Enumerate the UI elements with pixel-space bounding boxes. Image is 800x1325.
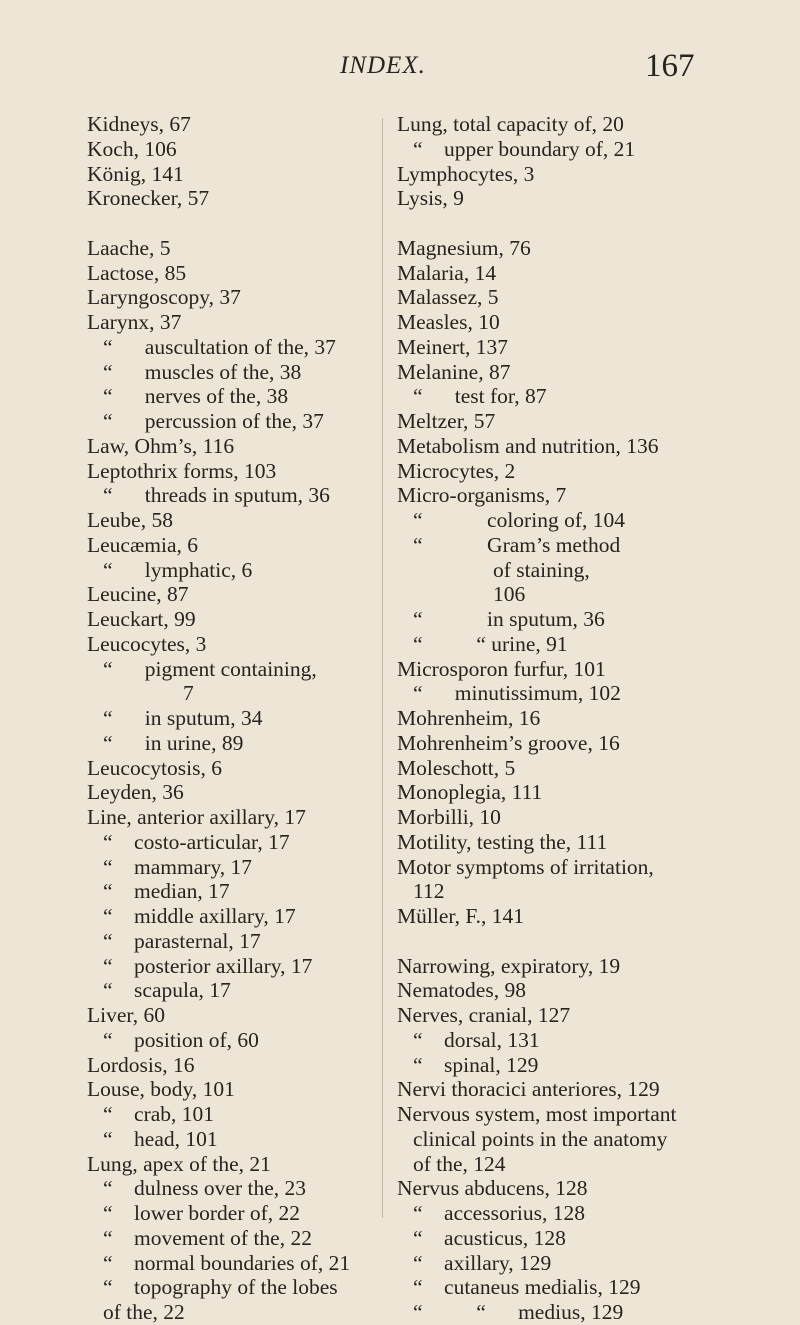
index-entry: “ dulness over the, 23 — [103, 1176, 307, 1201]
index-entry: “ dorsal, 131 — [413, 1027, 540, 1052]
index-entry: “ upper boundary of, 21 — [413, 136, 636, 161]
index-entry: “ median, 17 — [103, 879, 230, 904]
index-entry: Mohrenheim, 16 — [397, 706, 541, 730]
index-entry: Leuckart, 99 — [87, 607, 196, 631]
index-entry: Lung, total capacity of, 20 — [397, 112, 624, 136]
index-entry: Micro-organisms, 7 — [397, 483, 567, 508]
index-entry: Nerves, cranial, 127 — [397, 1003, 571, 1027]
index-entry: “ mammary, 17 — [103, 854, 253, 879]
index-entry: “ in sputum, 34 — [103, 706, 263, 730]
index-entry: “ “ urine, 91 — [413, 631, 568, 656]
index-entry: “ nerves of the, 38 — [103, 384, 289, 409]
index-entry: Microcytes, 2 — [397, 458, 516, 483]
page-number: 167 — [645, 48, 695, 84]
index-entry: Nervi thoracici anteriores, 129 — [397, 1077, 660, 1102]
index-entry: Nervous system, most important — [397, 1102, 677, 1126]
index-entry: Laryngoscopy, 37 — [87, 285, 241, 310]
index-entry: “ scapula, 17 — [103, 978, 231, 1003]
index-entry: Meltzer, 57 — [397, 409, 496, 433]
index-entry: Nervus abducens, 128 — [397, 1176, 588, 1201]
index-entry: “ test for, 87 — [413, 384, 547, 409]
index-entry: “ muscles of the, 38 — [103, 359, 302, 384]
index-entry: “ crab, 101 — [103, 1102, 215, 1126]
index-entry: “ pigment containing, — [103, 656, 317, 681]
index-entry: “ “ medius, 129 — [413, 1300, 624, 1324]
index-column-right — [397, 112, 727, 1325]
index-entry: of the, 22 — [103, 1300, 185, 1324]
index-entry: Motility, testing the, 111 — [397, 829, 608, 854]
index-entry: “ in sputum, 36 — [413, 607, 605, 631]
index-entry: of staining, — [493, 557, 590, 582]
index-entry: Leptothrix forms, 103 — [87, 458, 277, 483]
index-entry: “ middle axillary, 17 — [103, 904, 296, 928]
index-entry: “ costo-articular, 17 — [103, 829, 290, 854]
index-entry: Leucine, 87 — [87, 582, 189, 607]
index-entry: Meinert, 137 — [397, 334, 509, 359]
section-gap — [87, 211, 387, 236]
index-entry: Measles, 10 — [397, 310, 500, 334]
index-entry: Müller, F., 141 — [397, 904, 525, 928]
index-column-left — [87, 112, 387, 1325]
index-entry: “ cutaneus medialis, 129 — [413, 1275, 641, 1300]
index-entry: “ position of, 60 — [103, 1027, 259, 1052]
index-entry: Magnesium, 76 — [397, 235, 531, 260]
index-entry: clinical points in the anatomy — [413, 1126, 668, 1151]
index-entry: Microsporon furfur, 101 — [397, 656, 606, 681]
index-entry: Nematodes, 98 — [397, 978, 526, 1003]
index-entry: “ parasternal, 17 — [103, 928, 261, 953]
section-gap — [397, 929, 727, 954]
index-entry: Line, anterior axillary, 17 — [87, 805, 306, 829]
index-entry: “ percussion of the, 37 — [103, 409, 324, 433]
index-entry: “ threads in sputum, 36 — [103, 483, 330, 508]
index-entry: Law, Ohm’s, 116 — [87, 433, 235, 458]
index-entry: Lymphocytes, 3 — [397, 161, 535, 186]
index-entry: Lysis, 9 — [397, 186, 464, 211]
index-entry: “ in urine, 89 — [103, 730, 244, 755]
index-entry: Mohrenheim’s groove, 16 — [397, 730, 620, 755]
index-entry: Leucocytes, 3 — [87, 631, 207, 656]
index-entry: Lactose, 85 — [87, 260, 187, 285]
index-entry: “ normal boundaries of, 21 — [103, 1250, 351, 1275]
index-entry: “ head, 101 — [103, 1126, 218, 1151]
index-entry: 112 — [413, 879, 445, 904]
index-entry: Monoplegia, 111 — [397, 780, 543, 805]
index-entry: Laache, 5 — [87, 235, 171, 260]
index-entry: Liver, 60 — [87, 1003, 165, 1027]
index-entry: 106 — [493, 582, 526, 607]
index-entry: “ lower border of, 22 — [103, 1201, 301, 1225]
index-entry: Kronecker, 57 — [87, 186, 210, 211]
index-entry: Lordosis, 16 — [87, 1052, 195, 1077]
index-entry: Leyden, 36 — [87, 780, 184, 805]
index-entry: “ Gram’s method — [413, 532, 621, 557]
index-entry: Motor symptoms of irritation, — [397, 854, 654, 879]
index-entry: Kidneys, 67 — [87, 112, 191, 136]
index-entry: “ movement of the, 22 — [103, 1225, 312, 1250]
index-entry: Leucocytosis, 6 — [87, 755, 222, 780]
index-entry: Metabolism and nutrition, 136 — [397, 433, 659, 458]
index-entry: “ coloring of, 104 — [413, 508, 625, 532]
section-gap — [397, 211, 727, 236]
index-entry: “ axillary, 129 — [413, 1250, 552, 1275]
index-entry: “ acusticus, 128 — [413, 1225, 566, 1250]
index-entry: “ auscultation of the, 37 — [103, 334, 336, 359]
index-entry: Malaria, 14 — [397, 260, 497, 285]
index-entry: Moleschott, 5 — [397, 755, 516, 780]
index-entry: of the, 124 — [413, 1151, 506, 1176]
index-entry: Narrowing, expiratory, 19 — [397, 953, 621, 978]
index-entry: Koch, 106 — [87, 136, 177, 161]
index-entry: Melanine, 87 — [397, 359, 511, 384]
index-entry: 7 — [183, 681, 194, 706]
index-entry: “ lymphatic, 6 — [103, 557, 253, 582]
running-title: INDEX. — [340, 52, 426, 79]
index-entry: “ accessorius, 128 — [413, 1201, 585, 1225]
index-entry: “ minutissimum, 102 — [413, 681, 621, 706]
index-entry: König, 141 — [87, 161, 184, 186]
index-entry: “ topography of the lobes — [103, 1275, 338, 1300]
index-entry: Lung, apex of the, 21 — [87, 1151, 271, 1176]
index-entry: “ spinal, 129 — [413, 1052, 539, 1077]
index-entry: Leube, 58 — [87, 508, 173, 532]
index-entry: Larynx, 37 — [87, 310, 182, 334]
page-header — [0, 48, 800, 88]
index-entry: Louse, body, 101 — [87, 1077, 235, 1102]
index-entry: Leucæmia, 6 — [87, 532, 199, 557]
index-entry: Morbilli, 10 — [397, 805, 501, 829]
index-entry: Malassez, 5 — [397, 285, 499, 310]
index-entry: “ posterior axillary, 17 — [103, 953, 313, 978]
